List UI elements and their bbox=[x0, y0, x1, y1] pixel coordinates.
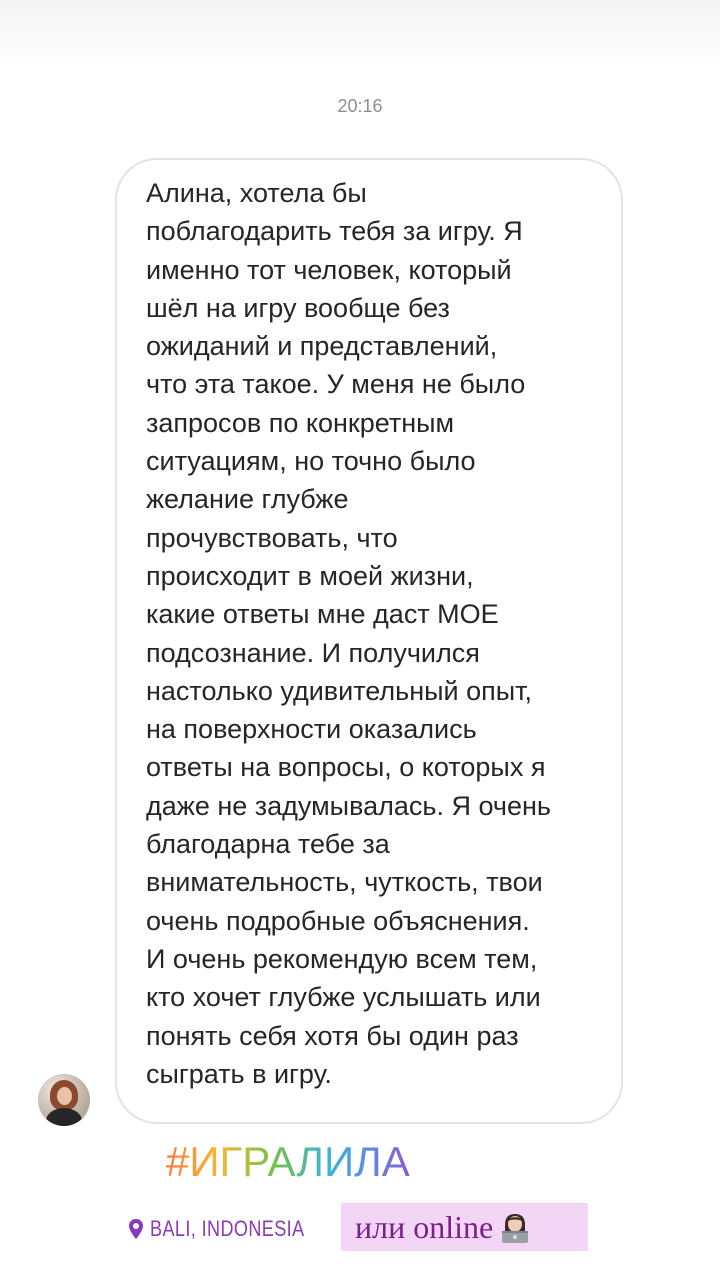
message-line: ответы на вопросы, о которых я bbox=[146, 752, 546, 783]
message-line: даже не задумывалась. Я очень bbox=[146, 790, 551, 821]
message-timestamp: 20:16 bbox=[337, 96, 383, 116]
message-line: на поверхности оказались bbox=[146, 714, 477, 745]
online-label: или online bbox=[355, 1208, 494, 1245]
message-line: очень подробные объяснения. bbox=[146, 905, 530, 936]
message-line: ожиданий и представлений, bbox=[146, 331, 498, 362]
message-line: какие ответы мне даст МОЕ bbox=[146, 599, 499, 630]
online-sticker[interactable] bbox=[341, 1203, 588, 1251]
message-line: именно тот человек, который bbox=[146, 254, 512, 285]
message-line: шёл на игру вообще без bbox=[146, 292, 450, 323]
message-line: желание глубже bbox=[146, 484, 349, 515]
location-sticker[interactable] bbox=[120, 1207, 334, 1251]
top-band bbox=[0, 0, 720, 70]
message-line: И очень рекомендую всем тем, bbox=[146, 943, 538, 974]
message-line: благодарна тебе за bbox=[146, 829, 390, 860]
message-line: понять себя хотя бы один раз bbox=[146, 1020, 519, 1051]
message-line: сыграть в игру. bbox=[146, 1058, 332, 1089]
message-line: происходит в моей жизни, bbox=[146, 560, 474, 591]
message-line: запросов по конкретным bbox=[146, 407, 455, 438]
message-line: настолько удивительный опыт, bbox=[146, 675, 533, 706]
message-line: поблагодарить тебя за игру. Я bbox=[146, 216, 523, 247]
message-line: прочувствовать, что bbox=[146, 522, 398, 553]
hashtag-sticker[interactable]: #ИГРАЛИЛА bbox=[166, 1138, 410, 1185]
message-line: подсознание. И получился bbox=[146, 637, 480, 668]
location-label: BALI, INDONESIA bbox=[150, 1216, 305, 1241]
message-line: ситуациям, но точно было bbox=[146, 446, 476, 477]
location-pin-icon bbox=[128, 1218, 144, 1240]
person-at-laptop-icon bbox=[499, 1211, 531, 1243]
message-line: кто хочет глубже услышать или bbox=[146, 982, 541, 1013]
message-text bbox=[146, 174, 606, 1093]
message-line: что эта такое. У меня не было bbox=[146, 369, 526, 400]
message-line: внимательность, чуткость, твои bbox=[146, 867, 543, 898]
message-line: Алина, хотела бы bbox=[146, 178, 367, 208]
sender-avatar[interactable] bbox=[38, 1074, 90, 1126]
